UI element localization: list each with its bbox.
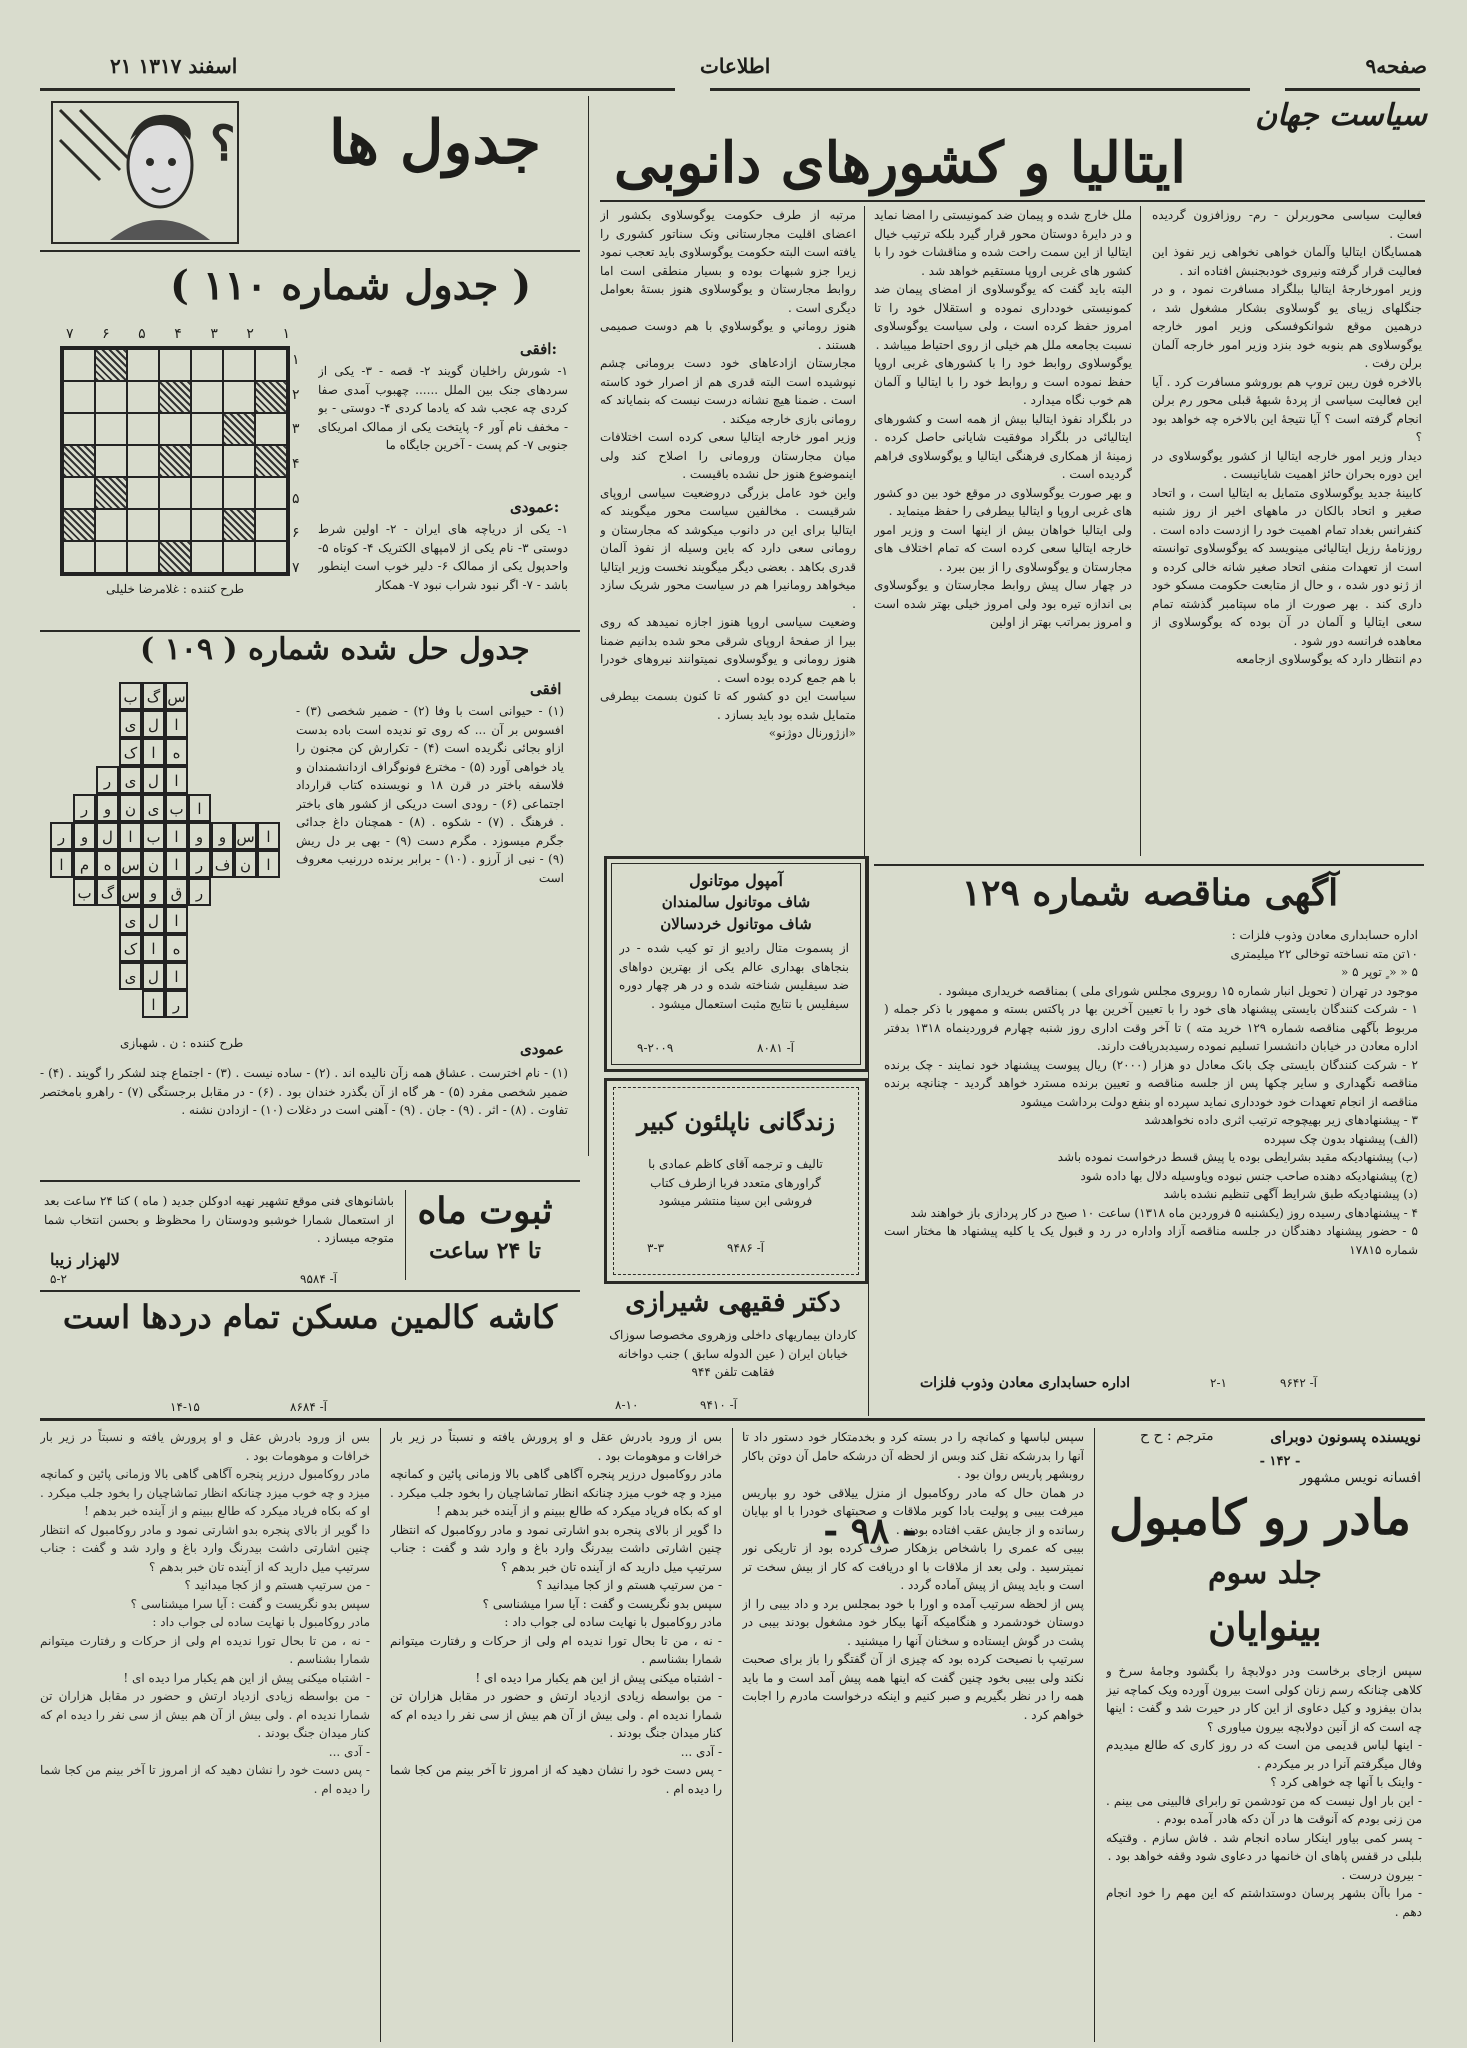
solved-crossword-cell: ی — [119, 962, 142, 990]
crossword-cell[interactable] — [95, 509, 127, 541]
tender-signature: اداره حسابداری معادن وذوب فلزات — [920, 1375, 1130, 1391]
row-number: ۷ — [292, 559, 300, 576]
crossword-cell[interactable] — [223, 381, 255, 413]
row-number: ۶ — [292, 525, 300, 542]
solved-across-clues: (۱) - حیوانی است با وفا (۲) - ضمیر شخصی (۳) - افسوس بر آن ... که روی تو ندیده است باده بدست ازاو بجائی نگریده است (۴) - تکرارش کن مجنون را یاد خواهی آورد (۵) - مخترع فونوگراف ازدانشمندان و فلاسفه باختر در قرن ۱۸ و نویسنده کتاب قرارداد اجتماعی (۶) - رودی است دریکی از کشور های باختر . فرهنگ . (۷) - شکوه . (۸) - همچنان داغ جدائی جگرم میسوزد . مگرم دست (۹) - بهی بر دل ریش (۹) - نبی از آرزو . (۱۰) - برابر برنده دررنیب معروف است — [296, 704, 564, 885]
mah-text: باشانوهای فنی موقع تشهیر نهیه ادوکلن جدید ( ماه ) کتا ۲۴ ساعت بعد از استعمال شمارا خوشبو ودوستان را محظوظ و بحسن انتخاب شما متوجه میسازد . — [44, 1194, 394, 1245]
col-number: ۵ — [138, 326, 146, 342]
row-number: ۲ — [292, 386, 300, 403]
tile-ad-code: آ- ۸۶۸۴ — [290, 1400, 327, 1414]
crossword-cell[interactable] — [159, 477, 191, 509]
down-clues: ۱- یکی از دریاچه های ایران - ۲- اولین شرط دوستی ۳- نام یکی از لامپهای الکتریک ۴- کوتاه ۵- واحدپول یکی از ممالک ۶- دلیر خوب است اینطور باشد - ۷- اگر نبود شراب نبود ۷- همکار — [318, 522, 568, 592]
crossword-cell[interactable] — [63, 477, 95, 509]
tender-text: اداره حسابداری معادن وذوب فلزات : ۱۰تن مته نساخته توخالی ۲۲ میلیمتری ۵ « « ٍ توپر ۵ « موجود در تهران ( تحویل انبار شماره ۱۵ روبروی مجلس شورای ملی ) بمناقصه خریداری میشود . ۱ - شرکت کنندگان بایستی پیشنهاد های خود را با تعیین آخرین بها در پاکتس بسته و ممهور با ذکر جمله ( مربوط بآگهی مناقصه شماره ۱۲۹ خرید مته ) تا آخر وقت اداری روز شنبه چهارم فروردینماه ۱۳۱۸ بدفتر اداره معادن در خیابان دانشسرا تسلیم نموده رسیدبدریافت دارند. ۲ - شرکت کنندگان بایستی چک بانک معادل دو هزار (۲۰۰۰) ریال پیوست پیشنهاد خود نمایند - چک برنده مناقصه نگهداری و سایر چکها پس از جلسه مناقصه و تعیین برنده مسترد خواهد گردید - چنانچه برنده مناقصه از انجام تعهدات خود خودداری نماید سپرده او بنفع دولت برداشت میشود ۳ - پیشنهادهای زیر بهیچوجه ترتیب اثری داده نخواهدشد (الف) پیشنهاد بدون چک سپرده (ب) پیشنهادیکه مقید بشرایطی بوده یا پیش قسط درخواست نموده باشد (ج) پیشنهادیکه دهنده صاحب جنس نبوده ویاوسیله دلال بها داده شود (د) پیشنهادیکه طبق شرایط آگهی تنظیم نشده باشد ۴ - پیشنهادهای رسیده روز (یکشنبه ۵ فروردین ماه ۱۳۱۸) ساعت ۱۰ صبح در کار پردازی باز خواهند شد ۵ - حضور پیشنهاد دهندگان در جلسه مناقصه آزاد واداره در رد و قبول یک یا کلیه پیشنهاد ها مختار است شماره ۱۷۸۱۵ — [884, 928, 1418, 1257]
solved-crossword-cell: س — [234, 822, 257, 850]
tender-title: آگهی مناقصه شماره ۱۲۹ — [961, 872, 1339, 914]
crossword-cell[interactable] — [127, 349, 159, 381]
solved-crossword-cell: و — [211, 822, 234, 850]
solved-crossword-cell: ک — [119, 738, 142, 766]
col-number: ۶ — [102, 326, 110, 342]
book-text: تالیف و ترجمه آقای کاظم عمادی با گراورهای متعدد فربا ازطرف کتاب فروشی ابن سینا منتشر میشود — [648, 1157, 823, 1208]
solved-crossword-cell: ر — [188, 850, 211, 878]
solved-crossword-cell: ی — [119, 710, 142, 738]
row-numbers — [292, 352, 308, 576]
puzzle-author: طرح کننده : غلامرضا خلیلی — [105, 582, 245, 596]
row-number: ۱ — [292, 352, 300, 368]
solved-down-label: عمودی — [520, 1040, 564, 1058]
crossword-cell[interactable] — [127, 509, 159, 541]
solved-crossword-cell: گ — [142, 682, 165, 710]
tables-title: جدول ها — [329, 108, 541, 178]
crossword-cell[interactable] — [95, 349, 127, 381]
crossword-cell[interactable] — [63, 541, 95, 573]
solved-crossword-cell: ا — [165, 710, 188, 738]
mah-code2: ۵-۲ — [50, 1272, 67, 1286]
crossword-cell[interactable] — [223, 349, 255, 381]
crossword-cell[interactable] — [191, 509, 223, 541]
medicine-text: از پسموت متال رادیو از تو کیب شده - در بنجاهای بهداری عالم یکی از بهترین دواهای ضد سیفلیس شناخته شده و در هر چهار دوره سیفلیس با نتایج مثبت استعمال میشود . — [619, 941, 849, 1011]
mah-code: آ- ۹۵۸۴ — [300, 1272, 337, 1286]
serial-col-1: سپس ازجای برخاست ودر دولابچۀ را بگشود وجامۀ سرخ و کلاهی چنانکه رسم زنان کولی است بیرون آورده ویک کماچه نیز بدان بیفزود و کیل دعاوی از این کار در حیرت شد و گفت : اینها چه است که از آنین دولابچه بیرون میاوری ؟ - اینها لباس قدیمی من است که در روز کاری که طالع میدیدم وفال میگرفتم آنرا در بر میکردم . - واینک با آنها چه خواهی کرد ؟ - این بار اول نیست که من تودشمن تو رابرای فالبینی می بینم . من زنی بودم که آنوقت ها در آن دکه هادر آمده بودم . - پسر کمی بیاور اینکار ساده انجام شد . فاش سازم . وقتیکه بلبلی در قفس پاهای ان خانمها در دعاوی شود وقفه خواهد بود . - بیرون درست . - مرا باآن بشهر پرسان دوستداشتم که این مهم را خود انجام دهم . — [1106, 1664, 1422, 1919]
book-code: آ- ۹۴۸۶ — [727, 1241, 764, 1255]
rule — [874, 864, 1424, 866]
medicine-line-2: شاف موتانول سالمندان — [661, 893, 811, 911]
crossword-cell[interactable] — [223, 541, 255, 573]
crossword-cell[interactable] — [223, 413, 255, 445]
solved-crossword-cell: ل — [142, 906, 165, 934]
solved-crossword-cell: ر — [73, 794, 96, 822]
solved-crossword-cell: ه — [165, 934, 188, 962]
down-label: عمودی: — [510, 498, 560, 516]
serial-famous: افسانه نویس مشهور — [1300, 1470, 1421, 1486]
solved-crossword-cell: ا — [142, 738, 165, 766]
col-number: ۳ — [210, 326, 218, 342]
article-rule — [600, 200, 1425, 202]
solved-crossword-cell: ک — [119, 934, 142, 962]
serial-translator: مترجم : ح ح — [1140, 1428, 1214, 1444]
solved-crossword-cell: ب — [142, 822, 165, 850]
doctor-title: دکتر فقیهی شیرازی — [625, 1288, 841, 1318]
crossword-cell[interactable] — [191, 445, 223, 477]
crossword-cell[interactable] — [191, 381, 223, 413]
crossword-grid-110[interactable] — [60, 346, 290, 576]
solved-crossword-cell: ه — [96, 850, 119, 878]
crossword-cell[interactable] — [255, 381, 287, 413]
newspaper-name: اطلاعات — [700, 54, 771, 78]
book-title: زندگانی ناپلئون کبیر — [636, 1107, 836, 1136]
solved-crossword-cell: و — [188, 822, 211, 850]
crossword-cell[interactable] — [223, 509, 255, 541]
solved-crossword-cell: ر — [165, 990, 188, 1018]
solved-across-label: افقی — [530, 680, 562, 698]
tender-code2: ۲-۱ — [1210, 1376, 1227, 1390]
medicine-line-1: آمپول موتانول — [689, 871, 783, 890]
solved-crossword-cell: گ — [96, 878, 119, 906]
crossword-cell[interactable] — [191, 349, 223, 381]
mah-title: ثبوت ماه — [417, 1190, 553, 1232]
crossword-cell[interactable] — [127, 381, 159, 413]
serial-number: - ۱۴۲ - — [1259, 1454, 1301, 1469]
crossword-cell[interactable] — [191, 477, 223, 509]
column-rule — [864, 206, 865, 856]
crossword-cell[interactable] — [95, 445, 127, 477]
crossword-cell[interactable] — [255, 413, 287, 445]
col-number: ۱ — [282, 326, 290, 342]
medicine-line-3: شاف موتانول خردسالان — [660, 915, 812, 933]
crossword-cell[interactable] — [191, 541, 223, 573]
solved-crossword-cell: ف — [211, 850, 234, 878]
solved-crossword-cell: ی — [119, 906, 142, 934]
row-number: ۵ — [292, 490, 300, 507]
solved-crossword-cell: ب — [73, 878, 96, 906]
solved-crossword-cell: ن — [119, 794, 142, 822]
serial-author: نویسنده پسونون دوبرای — [1270, 1428, 1421, 1446]
crossword-cell[interactable] — [127, 413, 159, 445]
solved-crossword-cell: و — [142, 878, 165, 906]
page-column-rule — [588, 96, 589, 1156]
serial-subtitle: بینوایان — [1208, 1604, 1322, 1649]
solved-crossword-cell: ا — [119, 822, 142, 850]
medicine-code2: ۹-۲۰۰۹ — [637, 1041, 674, 1055]
article-col-1: فعالیت سیاسی محوربرلن - رم- روزافزون گردیده است . همسایگان ایتالیا وآلمان خواهی نخواهی زیر نفوذ این فعالیت قرار گرفته ونیروی خودبجنبش افتاده اند . وزیر امورخارجۀ ایتالیا ببلگراد مسافرت نمود ، و در جنگلهای زیبای یو گوسلاوی بشکار مشغول شد ، درهمین موقع شوانکوفسکی وزیر امور خارجه یوگوسلاوی هم بنوبه خود بنزد وزیر امور خارجه آلمان برلن رفت . بالاخره فون ریبن تروپ هم بوروشو مسافرت کرد . آیا این فعالیت سیاسی از پردۀ شبهۀ قبلی محور رم برلن انجام گرفته است ؟ آیا نتیجۀ این بالاخره چه خواهد بود ؟ دیدار وزیر امور خارجه ایتالیا از کشور یوگوسلاوی در این دوره بحران حائز اهمیت شایانیست . کابینۀ جدید یوگوسلاوی متمایل به ایتالیا است ، و اتحاد صغیر و اتحاد بالکان در ماههای اخیر از روز شنبه کنفرانس بغداد تمام اهمیت خود را ازدست داده است . روزنامۀ رزیل ایتالیائی مینویسد که یوگوسلاوی توانسته است از تعهدات منفی اتحاد صغیر شانه خالی کرده و از ژنو دور شده ، و حال از متابعت حکومت مسکو خود داری کند . بهر صورت از ماه سپتامبر گذشته تمام سعی ایتالیا و آلمان در آن بوده که یوگوسلاوی از معاهده فرانسه دور شود . دم انتظار دارد که یوگوسلاوی ازجامعه — [1152, 208, 1422, 666]
across-label: افقی: — [520, 340, 557, 358]
crossword-cell[interactable] — [63, 509, 95, 541]
crossword-cell[interactable] — [159, 413, 191, 445]
section-title: سیاست جهان — [1255, 98, 1427, 133]
tender-code: آ- ۹۶۴۲ — [1280, 1376, 1317, 1390]
solved-crossword-cell: ن — [142, 850, 165, 878]
crossword-cell[interactable] — [63, 349, 95, 381]
solved-crossword-cell: ب — [119, 682, 142, 710]
rule — [40, 1180, 580, 1182]
solved-crossword-cell: م — [73, 850, 96, 878]
solved-crossword-cell: ق — [165, 878, 188, 906]
crossword-cell[interactable] — [95, 413, 127, 445]
ad-column-rule — [868, 856, 869, 1416]
serial-title: مادر رو کامبول — [1108, 1490, 1411, 1546]
solved-down-clues: (۱) - نام اخترست . عشاق همه زآن نالیده اند . (۲) - ساده نیست . (۳) - اجتماع چند لشکر را گویند . (۴) - ضمیر شخصی مفرد (۵) - هر گاه از آن بگذرد خندان بود . (۶) - در مقابل برجستگی (۷) - راهرو بامختصر تفاوت . (۸) - اثر . (۹) - جان . (۹) - آهنی است در دغلات (۱۰) - ازدادن نشنه . — [40, 1066, 568, 1117]
crossword-cell[interactable] — [63, 445, 95, 477]
crossword-cell[interactable] — [159, 349, 191, 381]
header-rule-left — [40, 88, 675, 91]
solved-crossword-cell: ا — [165, 766, 188, 794]
solved-crossword-cell: ا — [257, 822, 280, 850]
crossword-cell[interactable] — [159, 381, 191, 413]
crossword-cell[interactable] — [255, 349, 287, 381]
crossword-cell[interactable] — [95, 541, 127, 573]
row-number: ۳ — [292, 421, 300, 438]
solved-crossword-cell: ا — [165, 850, 188, 878]
ad-rule — [405, 1190, 406, 1280]
solved-crossword-cell: ب — [165, 794, 188, 822]
issue-date: ۲۱ اسفند ۱۳۱۷ — [110, 54, 238, 78]
medicine-ad — [604, 856, 868, 1072]
puzzler-drawing-icon — [50, 100, 240, 245]
column-rule — [732, 1428, 733, 2042]
crossword-cell[interactable] — [255, 477, 287, 509]
serial-rule — [40, 1418, 1425, 1421]
mah-subtitle: تا ۲۴ ساعت — [429, 1238, 541, 1264]
solved-crossword-cell: س — [165, 682, 188, 710]
crossword-cell[interactable] — [191, 413, 223, 445]
header-rule-right — [1285, 88, 1420, 91]
solved-crossword-cell: ا — [165, 906, 188, 934]
serial-volume: جلد سوم — [1208, 1556, 1322, 1591]
solved-crossword-cell: ل — [96, 822, 119, 850]
serial-col-4: بس از ورود بادرش عقل و او پرورش یافته و نسبتاً در زیر بار خرافات و موهومات بود . مادر روکامبول درزیر پنجره آگاهی گاهی بالا وزمانی پائین و کمانچه میزد و چه خوب میزد چنانکه انظار تماشاچیان را بخود جلب میکرد . او که بکاه فریاد میکرد که طالع ببینم و از آینده خبر بدهم ! دا گویر از بالای پنجره بدو اشارتی نمود و مادر روکامبول که انتظار چنین اشارتی داشت بیدرنگ وارد باغ و وارد شد و گفت : جناب سرتیپ میل دارید که از آینده تان خبر بدهم ؟ - من سرتیپ هستم و از کجا میدانید ؟ سپس بدو نگریست و گفت : آیا سرا میشناسی ؟ مادر روکامبول با نهایت ساده لی جواب داد : - نه ، من تا بحال تورا ندیده ام ولی از حرکات و رفتارت میتوانم شمارا بشناسم . - اشتباه میکنی پیش از این هم یکبار مرا دیده ای ! - من بواسطه زیادی ازدیاد ارتش و حضور در مقابل هزاران تن شمارا ندیده ام . ولی بیش از آن هم بیش از سی نفر را دیده ام که کنار میدان جنگ بودند . - آدی ... - پس دست خود را نشان دهید که از امروز تا آخر بینم من کجا شما را دیده ام . — [40, 1430, 370, 1796]
crossword-cell[interactable] — [63, 413, 95, 445]
solved-crossword-grid-109[interactable] — [50, 682, 280, 1027]
solved-author: طرح کننده : ن . شهبازی — [120, 1036, 244, 1050]
col-number: ۴ — [174, 326, 182, 342]
crossword-cell[interactable] — [159, 541, 191, 573]
book-ad — [604, 1078, 868, 1284]
col-number: ۷ — [66, 326, 74, 342]
tile-ad-code2: ۱۴-۱۵ — [170, 1400, 200, 1414]
column-rule — [1094, 1428, 1095, 2042]
crossword-cell[interactable] — [159, 509, 191, 541]
puzzle-title: ( جدول شماره ۱۱۰ ) — [170, 262, 532, 309]
solved-crossword-cell: س — [119, 878, 142, 906]
serial-installment: - ۹۸ - — [823, 1510, 917, 1552]
solved-title: جدول حل شده شماره ( ۱۰۹ ) — [140, 632, 530, 667]
crossword-cell[interactable] — [127, 477, 159, 509]
crossword-cell[interactable] — [95, 381, 127, 413]
crossword-cell[interactable] — [127, 445, 159, 477]
crossword-cell[interactable] — [223, 445, 255, 477]
header-rule-middle — [710, 88, 1250, 91]
column-rule — [1140, 206, 1141, 856]
col-number: ۲ — [246, 326, 254, 342]
solved-crossword-cell: ل — [142, 962, 165, 990]
solved-crossword-cell: ا — [50, 850, 73, 878]
solved-crossword-cell: ا — [257, 850, 280, 878]
crossword-cell[interactable] — [223, 477, 255, 509]
headline: ایتالیا و کشورهای دانوبی — [614, 130, 1186, 196]
solved-crossword-cell: ل — [142, 766, 165, 794]
tile-ad-title: کاشه کالمین مسکن تمام دردها است — [62, 1298, 558, 1336]
illustration — [50, 100, 240, 245]
solved-crossword-cell: ل — [142, 710, 165, 738]
solved-crossword-cell: ر — [188, 878, 211, 906]
rule — [40, 250, 580, 252]
medicine-code: آ- ۸۰۸۱ — [757, 1041, 794, 1055]
solved-crossword-cell: ا — [188, 794, 211, 822]
crossword-cell[interactable] — [255, 509, 287, 541]
solved-crossword-cell: ا — [142, 934, 165, 962]
rule — [40, 1290, 580, 1292]
article-col-2: ملل خارج شده و پیمان ضد کمونیستی را امضا نماید و در دایرۀ دوستان محور قرار گیرد بلکه ترتیب خیال ایتالیا از این سمت راحت شده و مناقشات خود را با کشور های غربی اروپا مستقیم خواهد شد . البته باید گفت که یوگوسلاوی از امضای پیمان ضد کمونیستی خودداری نموده و استقلال خود را تا امروز حفظ کرده است ، ولی سیاست یوگوسلاوی نسبت بجامعه ملل هم خیلی از روی احتیاط میباشد . یوگوسلاوی روابط خود را با کشورهای غربی اروپا حفظ نموده است و روابط خود را با ایتالیا و آلمان هم خوب نگاه میدارد . در بلگراد نفوذ ایتالیا بیش از همه است و کشورهای ایتالیائی در بلگراد موفقیت شایانی حاصل کرده . زمینۀ از همکاری فرهنگی ایتالیا و یوگوسلاوی فراهم گردیده است . و بهر صورت یوگوسلاوی در موقع خود بین دو کشور های غربی اروپا و ایتالیا بیطرفی را حفظ مینماید . ولی ایتالیا خواهان بیش از اینها است و وزیر امور خارجه ایتالیا سعی کرده است که تمام اختلاف های مجارستان و یوگوسلاوی را از بین ببرد . در چهار سال پیش روابط مجارستان و یوگوسلاوی بی اندازه تیره بود ولی امروز خیلی بهتر شده است و امروز بمراتب بهتر از اولین — [874, 208, 1132, 629]
crossword-cell[interactable] — [63, 381, 95, 413]
solved-crossword-cell: ن — [234, 850, 257, 878]
serial-col-3: بس از ورود بادرش عقل و او پرورش یافته و نسبتاً در زیر بار خرافات و موهومات بود . مادر روکامبول درزیر پنجره آگاهی گاهی بالا وزمانی پائین و کمانچه میزد و چه خوب میزد چنانکه انظار تماشاچیان را بخود جلب میکرد . او که بکاه فریاد میکرد که طالع ببینم و از آینده خبر بدهم ! دا گویر از بالای پنجره بدو اشارتی نمود و مادر روکامبول که انتظار چنین اشارتی داشت بیدرنگ وارد باغ و وارد شد و گفت : جناب سرتیپ میل دارید که از آینده تان خبر بدهم ؟ - من سرتیپ هستم و از کجا میدانید ؟ سپس بدو نگریست و گفت : آیا سرا میشناسی ؟ مادر روکامبول با نهایت ساده لی جواب داد : - نه ، من تا بحال تورا ندیده ام ولی از حرکات و رفتارت میتوانم شمارا بشناسم . - اشتباه میکنی پیش از این هم یکبار مرا دیده ای ! - من بواسطه زیادی ازدیاد ارتش و حضور در مقابل هزاران تن شمارا ندیده ام . ولی بیش از آن هم بیش از سی نفر را دیده ام که کنار میدان جنگ بودند . - آدی ... - پس دست خود را نشان دهید که از امروز تا آخر بینم من کجا شما را دیده ام . — [390, 1430, 722, 1796]
solved-crossword-cell: ا — [165, 962, 188, 990]
crossword-cell[interactable] — [95, 477, 127, 509]
solved-crossword-cell: ر — [96, 766, 119, 794]
serial-col-2: سپس لباسها و کمانچه را در بسته کرد و بخدمتکار خود دستور داد تا آنها را بدرشکه نقل کند وبس از لحظه آن درشکه حامل آن دوتن باکار روبشهر پاریس روان بود . در همان حال که مادر روکامبول از منزل ییلاقی خود رو بپاریس میرفت بیبی و پولیت بادا کوبر ملاقات و صحبتهای خودرا با او بپایان رسانده و از جایش عقب افتاده بودند . بیبی که عمری را باشخاص بزهکار صرف کرده بود از تاریکی نور نمیترسید . ولی بعد از ملاقات با او دریافت که کار از بیش سخت تر است و باید پیش از پیش آماده گردد . پس از لحظه سرتیب آمده و اورا با خود بمجلس برد و داد بیبی را از دوستان خودشمرد و هنگامیکه آنها بیکار خود مشغول بودند بیبی در پشت در گوش ایستاده و سخنان آنها را میشنید . سرتیپ با نصیحت کرده بود که چیزی از آن گفتگو را باز برای صحبت نکند ولی بیبی بخود چنین گفت که اینها همه پیش آمد است و ما باید همه را در نظر بگیریم و صبر کنیم و اینکه درخواست مادرم را اجابت خواهم کرد . — [742, 1430, 1084, 1722]
crossword-cell[interactable] — [159, 445, 191, 477]
row-number: ۴ — [292, 455, 300, 472]
solved-crossword-cell: ی — [142, 794, 165, 822]
mah-shop: لالهزار زیبا — [50, 1250, 120, 1269]
solved-crossword-cell: ا — [165, 822, 188, 850]
column-rule — [380, 1428, 381, 2042]
svg-text:؟: ؟ — [210, 116, 236, 172]
doctor-code2: ۸-۱۰ — [615, 1398, 639, 1412]
crossword-cell[interactable] — [127, 541, 159, 573]
solved-crossword-cell: س — [119, 850, 142, 878]
book-code2: ۳-۳ — [647, 1241, 664, 1255]
page-number: صفحه۹ — [1365, 54, 1427, 78]
solved-crossword-cell: ه — [165, 738, 188, 766]
article-col-3: مرتبه از طرف حکومت یوگوسلاوی بکشور از اعضای اقلیت مجارستانی ونک سناتور کشوری را یافته است البته حکومت یوگوسلاوی باید تعجب نمود زیرا جزو شبهات بوده و بسیار منطقی است اما روابط مجارستان و یوگوسلاوی هنوز بستۀ بعوامل دیگری است . هنوز روماني و يوگوسلاوي با هم دوست صمیمی هستند . مجارستان ازادعاهای خود دست برومانی چشم نپوشیده است البته قدری هم از اصرار خود کاسته است . ضمنا هیچ نشانه درست نیست که بنمایاند که رومانی بازی خارجه میکند . وزیر امور خارجه ایتالیا سعی کرده است اختلافات میان مجارستان ورومانی را اصلاح کند ولی اینموضوع هنوز حل نشده باقیست . واین خود عامل بزرگی دروضعیت سیاسی اروپای شرقیست . مخالفین سیاست محور میگویند که ایتالیا برای این در دانوب میکوشد که مجارستان و رومانی سعی دارد که باین وسیله از نفوذ آلمان قدری بکاهد . بعضی دیگر میگویند نخست وزیر ایتالیا میخواهد رومانیرا هم در سیاست محور شریک سازد . وضعیت سیاسی اروپا هنوز اجازه نمیدهد که روی بیرا از صفحۀ اروپای شرقی محو شده بدانیم ضمنا هنوز رومانی و یوگوسلاوی نمیتوانند نیروهای خودرا با هم جمع کرده بوده است . سیاست این دو کشور که تا کنون بسمت بیطرفی متمایل شده بود باید بسازد . «ازژورنال دوژنو» — [600, 208, 856, 740]
column-numbers — [66, 326, 290, 346]
crossword-cell[interactable] — [255, 541, 287, 573]
doctor-text: کاردان بیماریهای داخلی وزهروی مخصوصا سوزاک خیابان ایران ( عین الدوله سابق ) جنب دواخانه فقاهت تلفن ۹۴۴ — [609, 1328, 857, 1379]
solved-crossword-cell: ی — [119, 766, 142, 794]
solved-crossword-cell: ر — [50, 822, 73, 850]
crossword-cell[interactable] — [255, 445, 287, 477]
solved-crossword-cell: ا — [142, 990, 165, 1018]
across-clues: ۱- شورش راخلیان گویند ۲- قصه - ۳- یکی از سردهای جنک بین الملل ...... چهبوب آمدی صفا کردی چه عجب شد که یادما کردی ۴- دوستی - بو - مخفف نام آور ۶- پایتخت یکی از ممالک امریکای جنوبی ۷- کم پست - آخرین جایگاه ما — [318, 364, 568, 452]
solved-crossword-cell: و — [73, 822, 96, 850]
solved-crossword-cell: و — [96, 794, 119, 822]
doctor-code: آ- ۹۴۱۰ — [700, 1398, 737, 1412]
